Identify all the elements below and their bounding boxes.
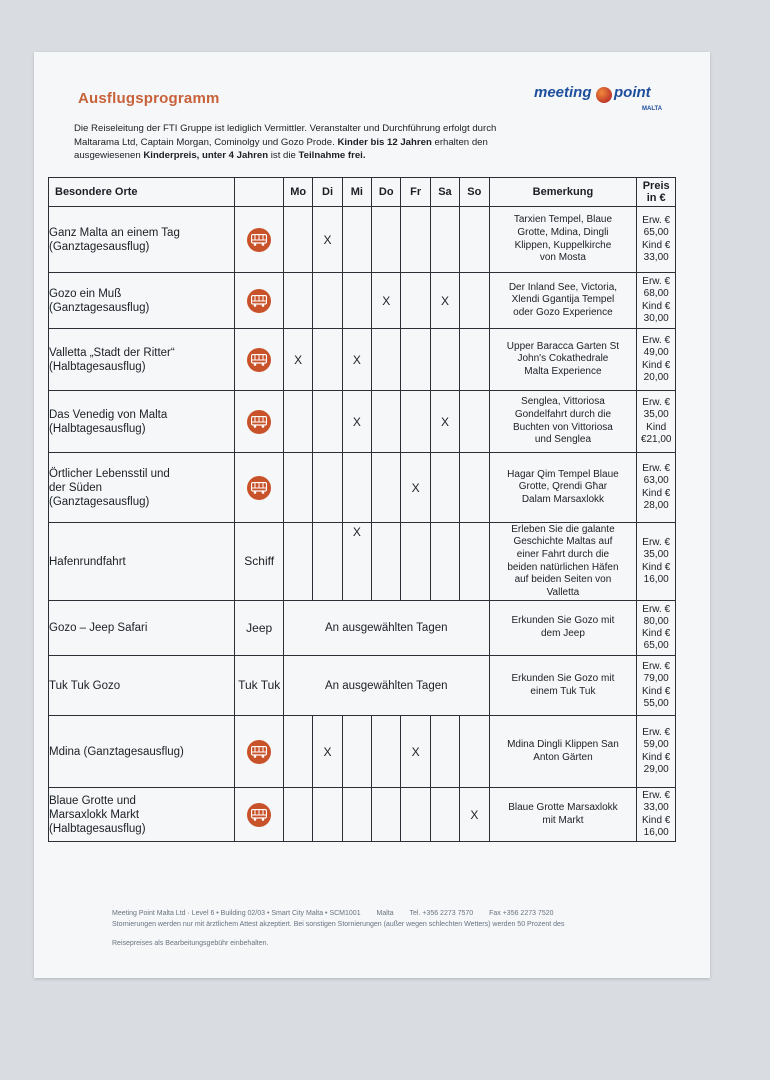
cell-day-fr: X [401,453,430,523]
bus-icon [247,476,271,500]
intro-line-1: Die Reiseleitung der FTI Gruppe ist lediglich Vermittler. Veranstalter und Durchführung erfolgt durch [74,123,497,134]
cell-day-so [460,207,489,273]
price-line: 35,00 [643,409,669,421]
footer [112,908,672,949]
cell-day-di: X [313,207,342,273]
cell-day-sa [430,453,459,523]
header-day-di: Di [313,178,342,207]
cell-note [489,453,637,523]
place-line: der Süden [49,481,103,494]
footer-fax: Fax +356 2273 7520 [489,910,554,917]
header-day-sa: Sa [430,178,459,207]
cell-day-mo [283,207,312,273]
cell-day-so [460,329,489,391]
cell-day-mi [342,453,371,523]
cell-day-do [372,207,401,273]
cell-day-so [460,716,489,788]
price-line: Erw. € [642,463,671,475]
note-line: Senglea, Vittoriosa [521,396,605,408]
price-line: 33,00 [643,251,669,263]
note-line: Blaue Grotte Marsaxlokk [508,801,618,813]
note-line: Buchten von Vittoriosa [512,421,613,433]
note-line: einem Tuk Tuk [530,685,596,697]
price-line: Erw. € [642,790,671,802]
place-line: Mdina (Ganztagesausflug) [49,745,184,758]
price-line: Erw. € [642,661,671,673]
cell-day-so [460,523,489,601]
place-line: Valletta „Stadt der Ritter“ [49,346,175,359]
price-line: Erw. € [642,603,671,615]
cell-day-di [313,329,342,391]
note-line: Upper Baracca Garten St [506,340,620,352]
cell-transport [235,391,284,453]
cell-place [49,453,235,523]
price-line: 49,00 [643,347,669,359]
place-line: Marsaxlokk Markt [49,808,140,821]
note-line: und Senglea [534,434,592,446]
note-line: Dalam Marsaxlokk [521,493,605,505]
place-line: Das Venedig von Malta [49,408,168,421]
cell-price [637,788,676,842]
bus-icon [247,740,271,764]
place-line: Gozo – Jeep Safari [49,622,148,634]
price-line: Kind € [642,561,671,573]
cell-price [637,523,676,601]
logo-subtitle: MALTA [642,106,663,112]
note-line: Gondelfahrt durch die [514,408,612,420]
cell-price [637,391,676,453]
price-line: 35,00 [643,549,669,561]
note-line: Mdina Dingli Klippen San [507,738,619,750]
place-line: Hafenrundfahrt [49,555,126,568]
price-line: Erw. € [642,215,671,227]
footer-company: Meeting Point Malta Ltd · Level 6 • Building 02/03 • Smart City Malta • SCM1001 [112,910,361,917]
note-line: John's Cokathedrale [517,353,609,365]
price-line: 33,00 [643,802,669,814]
note-line: Erkunden Sie Gozo mit [511,615,615,627]
place-line: (Ganztagesausflug) [49,240,150,253]
note-line: Valletta [546,586,580,598]
table-row [49,656,676,716]
cell-day-mi: X [342,523,371,601]
cell-place [49,391,235,453]
price-line: 63,00 [643,475,669,487]
cell-note [489,656,637,716]
table-row [49,273,676,329]
logo-word-meeting: meeting [534,84,592,101]
note-line: Klippen, Kuppelkirche [514,239,612,251]
price-line: Kind [646,421,667,433]
price-line: 20,00 [643,371,669,383]
cell-day-do [372,523,401,601]
intro-line-3: ausgewiesenen Kinderpreis, unter 4 Jahren ist die Teilnahme frei. [74,150,366,161]
price-line: Kind € [642,628,671,639]
place-line: (Ganztagesausflug) [49,301,150,314]
price-line: 30,00 [643,312,669,324]
cell-transport: Schiff [235,523,284,601]
cell-transport: Jeep [235,601,284,656]
cell-note [489,273,637,329]
cell-day-mo [283,716,312,788]
table-header-row [49,178,676,207]
cell-note [489,523,637,601]
table-row [49,788,676,842]
place-line: Örtlicher Lebensstil und [49,467,170,480]
header-day-mi: Mi [342,178,371,207]
cell-price [637,273,676,329]
price-line: 79,00 [643,673,669,685]
cell-days-text: An ausgewählten Tagen [283,656,489,716]
cell-day-sa [430,329,459,391]
cell-day-fr: X [401,716,430,788]
footer-fee: Reisepreises als Bearbeitungsgebühr einbehalten. [112,940,269,947]
header-note: Bemerkung [489,178,637,207]
place-line: Ganz Malta an einem Tag [49,226,180,239]
price-line: 55,00 [643,697,669,709]
price-line: Erw. € [642,727,671,739]
cell-transport [235,273,284,329]
note-line: Der Inland See, Victoria, [508,281,618,293]
place-line: (Halbtagesausflug) [49,822,146,835]
cell-price [637,716,676,788]
table-row [49,329,676,391]
cell-place [49,656,235,716]
cell-day-fr [401,207,430,273]
cell-day-di [313,391,342,453]
cell-note [489,329,637,391]
note-line: mit Markt [542,814,584,826]
footer-cancellation: Stornierungen werden nur mit ärztlichem Attest akzeptiert. Bei sonstigen Stornierungen (außer wegen schlechten Wetters) werden 50 Prozent des [112,921,565,928]
table-row [49,716,676,788]
cell-day-sa [430,788,459,842]
cell-transport [235,207,284,273]
cell-day-sa: X [430,391,459,453]
cell-place [49,207,235,273]
place-line: Blaue Grotte und [49,794,136,807]
price-line: 16,00 [643,826,669,838]
cell-transport [235,716,284,788]
bus-icon [247,410,271,434]
note-line: Malta Experience [524,365,602,377]
note-line: auf beiden Seiten von [514,574,612,586]
cell-day-di [313,523,342,601]
cell-place [49,273,235,329]
footer-contact-line [112,908,672,919]
price-line: 65,00 [643,640,669,652]
note-line: Anton Gärten [533,751,593,763]
price-line: 68,00 [643,288,669,300]
cell-price [637,453,676,523]
bus-icon [247,228,271,252]
price-line: 80,00 [643,615,669,627]
note-line: Erleben Sie die galante [511,523,615,535]
cell-place [49,716,235,788]
cell-price [637,656,676,716]
intro-line-2: Maltarama Ltd, Captain Morgan, Cominolgy und Gozo Prode. Kinder bis 12 Jahren erhalten den [74,136,488,148]
cell-price [637,207,676,273]
cell-day-mo [283,523,312,601]
place-line: (Halbtagesausflug) [49,422,146,435]
place-line: (Ganztagesausflug) [49,495,150,508]
cell-day-mi [342,788,371,842]
logo-ball-icon [596,87,612,103]
cell-day-fr [401,523,430,601]
place-line: (Halbtagesausflug) [49,360,146,373]
cell-note [489,716,637,788]
cell-note [489,788,637,842]
bus-icon [247,348,271,372]
cell-transport [235,453,284,523]
cell-days-text: An ausgewählten Tagen [283,601,489,656]
cell-day-di: X [313,716,342,788]
price-line: Kind € [642,751,671,763]
header-transport [235,178,284,207]
cell-day-mo [283,391,312,453]
cell-day-sa [430,523,459,601]
cell-day-so [460,453,489,523]
logo-word-point: point [614,84,651,101]
meeting-point-logo [534,82,674,122]
price-line: Erw. € [642,397,671,409]
header-day-do: Do [372,178,401,207]
note-line: dem Jeep [540,628,585,639]
table-row [49,207,676,273]
cell-day-so [460,273,489,329]
price-line: Kind € [642,685,671,697]
price-line: 28,00 [643,499,669,511]
price-line: Kind € [642,239,671,251]
cell-day-sa [430,716,459,788]
table-row [49,523,676,601]
intro-paragraph [74,122,594,163]
cell-day-sa [430,207,459,273]
cell-transport [235,329,284,391]
cell-transport: Tuk Tuk [235,656,284,716]
price-line: Kind € [642,487,671,499]
table-row [49,601,676,656]
cell-day-fr [401,329,430,391]
price-line: 65,00 [643,227,669,239]
cell-day-mo [283,788,312,842]
cell-transport [235,788,284,842]
cell-day-mi [342,273,371,329]
cell-place [49,788,235,842]
price-line: Erw. € [642,276,671,288]
cell-day-fr [401,391,430,453]
note-line: Tarxien Tempel, Blaue [513,214,613,226]
header-place: Besondere Orte [49,178,235,207]
cell-place [49,601,235,656]
note-line: Xlendi Ggantija Tempel [511,294,615,306]
table-row [49,391,676,453]
cell-day-mo [283,273,312,329]
cell-note [489,601,637,656]
header-day-mo: Mo [283,178,312,207]
document-sheet [34,52,710,978]
cell-price [637,601,676,656]
place-line: Gozo ein Muß [49,287,122,300]
bus-icon [247,289,271,313]
price-line: Erw. € [642,335,671,347]
excursion-table [48,177,676,842]
page-title: Ausflugsprogramm [78,90,220,107]
cell-day-mi: X [342,329,371,391]
cell-day-fr [401,788,430,842]
cell-day-so [460,391,489,453]
cell-price [637,329,676,391]
cell-day-mi [342,207,371,273]
cell-day-do [372,716,401,788]
cell-place [49,523,235,601]
cell-day-di [313,453,342,523]
place-line: Tuk Tuk Gozo [49,679,121,692]
cell-note [489,207,637,273]
cell-day-sa: X [430,273,459,329]
cell-day-mo: X [283,329,312,391]
note-line: Grotte, Mdina, Dingli [517,226,609,238]
cell-day-do [372,453,401,523]
cell-day-mi: X [342,391,371,453]
cell-day-mi [342,716,371,788]
table-row [49,453,676,523]
cell-day-do [372,788,401,842]
footer-tel: Tel. +356 2273 7570 [409,910,474,917]
cell-place [49,329,235,391]
cell-day-mo [283,453,312,523]
note-line: einer Fahrt durch die [516,548,610,560]
bus-icon [247,803,271,827]
note-line: oder Gozo Experience [513,306,613,318]
price-line: 59,00 [643,739,669,751]
cell-day-do [372,391,401,453]
cell-note [489,391,637,453]
note-line: Hagar Qim Tempel Blaue [507,468,619,480]
note-line: Grotte, Qrendi Għar [518,481,608,493]
cell-day-do: X [372,273,401,329]
price-line: Kind € [642,359,671,371]
price-line: Kind € [642,814,671,826]
header-price: Preis in € [637,178,676,207]
price-line: 16,00 [643,573,669,585]
cell-day-so: X [460,788,489,842]
table-body [49,207,676,842]
price-line: €21,00 [640,433,672,445]
cell-day-do [372,329,401,391]
note-line: beiden natürlichen Häfen [507,561,619,573]
footer-country: Malta [376,910,394,917]
note-line: Geschichte Maltas auf [513,536,613,548]
header-day-so: So [460,178,489,207]
price-line: Kind € [642,300,671,312]
header-day-fr: Fr [401,178,430,207]
note-line: von Mosta [539,252,586,264]
cell-day-di [313,273,342,329]
price-line: Erw. € [642,537,671,549]
cell-day-fr [401,273,430,329]
cell-day-di [313,788,342,842]
note-line: Erkunden Sie Gozo mit [511,672,615,684]
price-line: 29,00 [643,763,669,775]
